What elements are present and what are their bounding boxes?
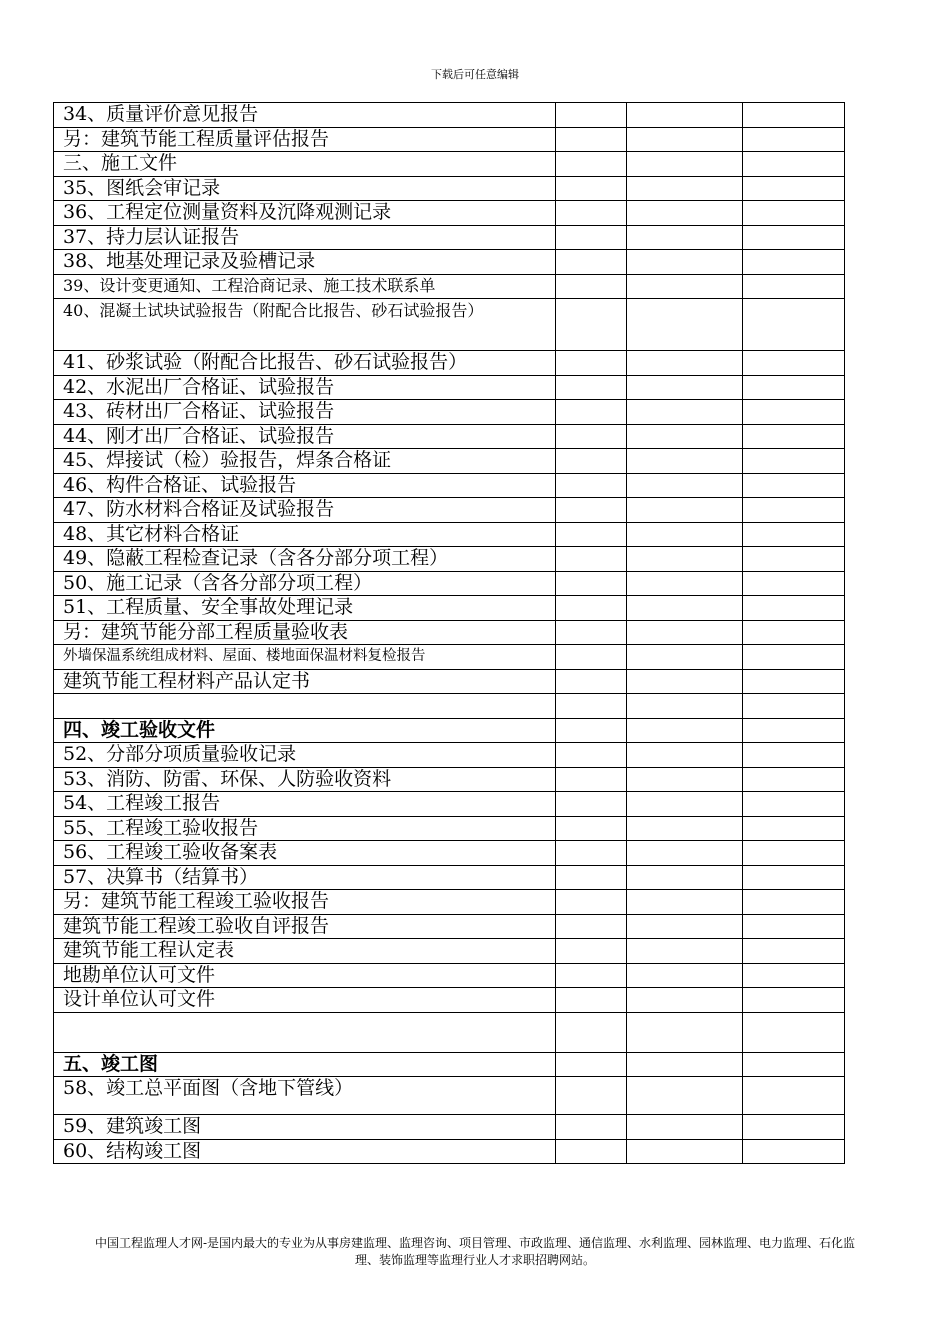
table-cell — [743, 424, 845, 449]
table-row — [54, 274, 845, 299]
table-row — [54, 914, 845, 939]
table-cell — [743, 571, 845, 596]
table-cell — [627, 400, 743, 425]
table-cell — [556, 299, 627, 351]
table-cell — [627, 743, 743, 768]
table-cell — [556, 1077, 627, 1115]
table-row — [54, 1139, 845, 1164]
table-cell — [743, 522, 845, 547]
table-row — [54, 424, 845, 449]
table-cell — [556, 865, 627, 890]
table-cell — [627, 424, 743, 449]
table-cell — [743, 963, 845, 988]
table-cell — [627, 890, 743, 915]
page-footer: 中国工程监理人才网-是国内最大的专业为从事房建监理、监理咨询、项目管理、市政监理、通信监理、水利监理、园林监理、电力监理、石化监理、装饰监理等监理行业人才求职招聘网站。 — [94, 1236, 856, 1267]
table-row — [54, 669, 845, 694]
table-cell — [627, 201, 743, 226]
table-cell — [743, 299, 845, 351]
row-label: 58、竣工总平面图（含地下管线） — [54, 1077, 556, 1115]
table-cell — [556, 351, 627, 376]
table-cell — [556, 914, 627, 939]
table-cell — [627, 1115, 743, 1140]
table-cell — [627, 522, 743, 547]
table-row — [54, 596, 845, 621]
table-cell — [743, 201, 845, 226]
table-cell — [556, 375, 627, 400]
table-cell — [743, 351, 845, 376]
table-cell — [556, 473, 627, 498]
table-cell — [743, 743, 845, 768]
table-cell — [743, 225, 845, 250]
table-cell — [556, 988, 627, 1013]
table-row — [54, 225, 845, 250]
row-label: 43、砖材出厂合格证、试验报告 — [54, 400, 556, 425]
row-label: 37、持力层认证报告 — [54, 225, 556, 250]
table-cell — [627, 127, 743, 152]
table-cell — [627, 152, 743, 177]
table-cell — [743, 1115, 845, 1140]
table-row — [54, 299, 845, 351]
table-row — [54, 571, 845, 596]
table-cell — [627, 1139, 743, 1164]
table-cell — [743, 841, 845, 866]
table-cell — [556, 939, 627, 964]
table-cell — [556, 767, 627, 792]
table-row — [54, 1115, 845, 1140]
row-label: 建筑节能工程材料产品认定书 — [54, 669, 556, 694]
table-cell — [556, 571, 627, 596]
table-cell — [556, 963, 627, 988]
empty-row-label — [54, 1012, 556, 1052]
table-cell — [627, 816, 743, 841]
row-label: 57、决算书（结算书） — [54, 865, 556, 890]
row-label: 45、焊接试（检）验报告，焊条合格证 — [54, 449, 556, 474]
table-cell — [556, 400, 627, 425]
table-row — [54, 522, 845, 547]
row-label: 44、刚才出厂合格证、试验报告 — [54, 424, 556, 449]
table-cell — [556, 596, 627, 621]
section-heading: 三、施工文件 — [54, 152, 556, 177]
row-label: 59、建筑竣工图 — [54, 1115, 556, 1140]
table-row — [54, 1012, 845, 1052]
table-row — [54, 201, 845, 226]
table-cell — [743, 914, 845, 939]
table-cell — [743, 400, 845, 425]
table-cell — [743, 449, 845, 474]
table-cell — [627, 669, 743, 694]
table-cell — [627, 176, 743, 201]
table-cell — [743, 250, 845, 275]
table-cell — [556, 127, 627, 152]
section-heading: 四、竣工验收文件 — [54, 718, 556, 743]
table-cell — [556, 718, 627, 743]
table-cell — [743, 152, 845, 177]
row-label: 54、工程竣工报告 — [54, 792, 556, 817]
row-label: 设计单位认可文件 — [54, 988, 556, 1013]
table-cell — [627, 473, 743, 498]
table-cell — [743, 792, 845, 817]
table-row — [54, 792, 845, 817]
table-cell — [627, 767, 743, 792]
row-label: 41、砂浆试验（附配合比报告、砂石试验报告） — [54, 351, 556, 376]
table-row — [54, 152, 845, 177]
table-row — [54, 743, 845, 768]
table-row — [54, 449, 845, 474]
row-label: 34、质量评价意见报告 — [54, 103, 556, 128]
table-cell — [556, 225, 627, 250]
row-label: 51、工程质量、安全事故处理记录 — [54, 596, 556, 621]
table-cell — [556, 250, 627, 275]
table-cell — [743, 669, 845, 694]
table-cell — [556, 792, 627, 817]
table-cell — [627, 865, 743, 890]
table-row — [54, 988, 845, 1013]
table-cell — [627, 914, 743, 939]
table-row — [54, 176, 845, 201]
empty-row-label — [54, 694, 556, 719]
table-row — [54, 103, 845, 128]
table-cell — [627, 792, 743, 817]
table-cell — [627, 375, 743, 400]
row-label: 42、水泥出厂合格证、试验报告 — [54, 375, 556, 400]
table-cell — [556, 498, 627, 523]
table-cell — [743, 620, 845, 645]
table-cell — [743, 939, 845, 964]
table-cell — [743, 1052, 845, 1077]
table-cell — [743, 498, 845, 523]
row-label: 53、消防、防雷、环保、人防验收资料 — [54, 767, 556, 792]
table-cell — [627, 571, 743, 596]
table-cell — [556, 201, 627, 226]
table-cell — [627, 547, 743, 572]
table-cell — [556, 449, 627, 474]
table-cell — [743, 890, 845, 915]
table-row — [54, 127, 845, 152]
table-row — [54, 473, 845, 498]
row-label: 外墙保温系统组成材料、屋面、楼地面保温材料复检报告 — [54, 645, 556, 670]
table-cell — [627, 939, 743, 964]
table-cell — [627, 351, 743, 376]
row-label: 建筑节能工程认定表 — [54, 939, 556, 964]
table-cell — [627, 250, 743, 275]
table-cell — [743, 645, 845, 670]
table-cell — [743, 1139, 845, 1164]
table-cell — [556, 890, 627, 915]
table-cell — [743, 1012, 845, 1052]
table-cell — [743, 767, 845, 792]
row-label: 36、工程定位测量资料及沉降观测记录 — [54, 201, 556, 226]
row-label: 60、结构竣工图 — [54, 1139, 556, 1164]
table-cell — [627, 988, 743, 1013]
row-label: 55、工程竣工验收报告 — [54, 816, 556, 841]
table-cell — [556, 669, 627, 694]
table-row — [54, 1077, 845, 1115]
row-label: 56、工程竣工验收备案表 — [54, 841, 556, 866]
table-cell — [556, 1139, 627, 1164]
table-row — [54, 1052, 845, 1077]
table-cell — [743, 718, 845, 743]
table-cell — [743, 816, 845, 841]
row-label: 38、地基处理记录及验槽记录 — [54, 250, 556, 275]
table-cell — [627, 694, 743, 719]
table-cell — [556, 522, 627, 547]
table-row — [54, 400, 845, 425]
table-cell — [627, 498, 743, 523]
table-row — [54, 620, 845, 645]
document-table — [53, 102, 845, 1164]
table-cell — [627, 274, 743, 299]
table-cell — [627, 1077, 743, 1115]
page-header: 下载后可任意编辑 — [431, 68, 519, 81]
row-label: 39、设计变更通知、工程洽商记录、施工技术联系单 — [54, 274, 556, 299]
table-cell — [743, 274, 845, 299]
table-cell — [627, 718, 743, 743]
table-cell — [627, 596, 743, 621]
row-label: 另：建筑节能工程质量评估报告 — [54, 127, 556, 152]
table-cell — [556, 1115, 627, 1140]
table-cell — [556, 743, 627, 768]
table-cell — [743, 103, 845, 128]
table-cell — [627, 963, 743, 988]
table-cell — [556, 176, 627, 201]
row-label: 49、隐蔽工程检查记录（含各分部分项工程） — [54, 547, 556, 572]
table-cell — [556, 1052, 627, 1077]
row-label: 另：建筑节能分部工程质量验收表 — [54, 620, 556, 645]
table-cell — [627, 299, 743, 351]
table-cell — [556, 816, 627, 841]
row-label: 50、施工记录（含各分部分项工程） — [54, 571, 556, 596]
table-row — [54, 890, 845, 915]
table-cell — [556, 620, 627, 645]
table-cell — [743, 694, 845, 719]
table-cell — [627, 620, 743, 645]
table-cell — [743, 176, 845, 201]
table-cell — [627, 645, 743, 670]
table-cell — [556, 152, 627, 177]
row-label: 52、分部分项质量验收记录 — [54, 743, 556, 768]
table-cell — [627, 841, 743, 866]
row-label: 47、防水材料合格证及试验报告 — [54, 498, 556, 523]
table-cell — [556, 1012, 627, 1052]
table-row — [54, 547, 845, 572]
table-cell — [627, 1052, 743, 1077]
table-cell — [556, 645, 627, 670]
table-row — [54, 694, 845, 719]
table-cell — [743, 473, 845, 498]
table-row — [54, 841, 845, 866]
table-row — [54, 351, 845, 376]
table-cell — [556, 274, 627, 299]
row-label: 35、图纸会审记录 — [54, 176, 556, 201]
table-cell — [627, 225, 743, 250]
table-row — [54, 375, 845, 400]
row-label: 46、构件合格证、试验报告 — [54, 473, 556, 498]
table-cell — [556, 841, 627, 866]
row-label: 建筑节能工程竣工验收自评报告 — [54, 914, 556, 939]
row-label: 地勘单位认可文件 — [54, 963, 556, 988]
table-cell — [556, 103, 627, 128]
table-cell — [743, 375, 845, 400]
row-label: 48、其它材料合格证 — [54, 522, 556, 547]
table-row — [54, 718, 845, 743]
table-row — [54, 645, 845, 670]
table-row — [54, 250, 845, 275]
section-heading: 五、竣工图 — [54, 1052, 556, 1077]
table-row — [54, 816, 845, 841]
table-cell — [556, 424, 627, 449]
table-cell — [743, 127, 845, 152]
table-cell — [627, 103, 743, 128]
table-cell — [627, 449, 743, 474]
table-cell — [743, 596, 845, 621]
table-cell — [627, 1012, 743, 1052]
row-label: 40、混凝土试块试验报告（附配合比报告、砂石试验报告） — [54, 299, 556, 351]
table-row — [54, 963, 845, 988]
table-cell — [556, 694, 627, 719]
table-cell — [556, 547, 627, 572]
row-label: 另：建筑节能工程竣工验收报告 — [54, 890, 556, 915]
table-cell — [743, 865, 845, 890]
table-row — [54, 498, 845, 523]
table-row — [54, 939, 845, 964]
table-cell — [743, 1077, 845, 1115]
table-row — [54, 865, 845, 890]
table-cell — [743, 547, 845, 572]
table-row — [54, 767, 845, 792]
table-cell — [743, 988, 845, 1013]
